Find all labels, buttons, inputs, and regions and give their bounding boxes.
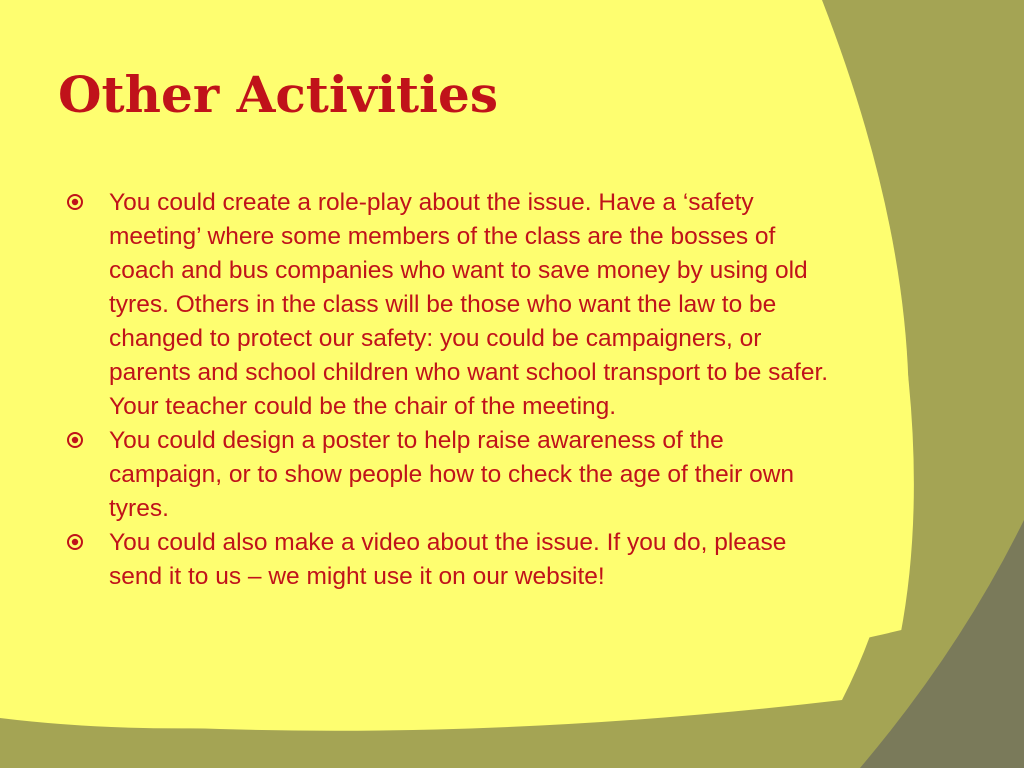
bullet-item-video [62,526,832,594]
bullet-list [62,186,832,594]
slide-title: Other Activities [58,65,498,124]
circled-dot-icon [66,431,84,449]
bullet-item-role-play [62,186,832,424]
bullet-text: You could create a role-play about the issue. Have a ‘safety meeting’ where some members of the class are the bosses of coach and bus companies who want to save money by using old tyres. Others in the class will be those who want the law to be changed to protect our safety: you could be campaigners, or parents and school children who want school transport to be safer. Your teacher could be the chair of the meeting. [109,189,829,420]
bullet-item-poster [62,424,832,526]
bullet-text: You could design a poster to help raise awareness of the campaign, or to show people how to check the age of their own tyres. [109,427,795,522]
circled-dot-icon [66,193,84,211]
circled-dot-icon [66,533,84,551]
bullet-text: You could also make a video about the issue. If you do, please send it to us – we might use it on our website! [109,529,787,590]
